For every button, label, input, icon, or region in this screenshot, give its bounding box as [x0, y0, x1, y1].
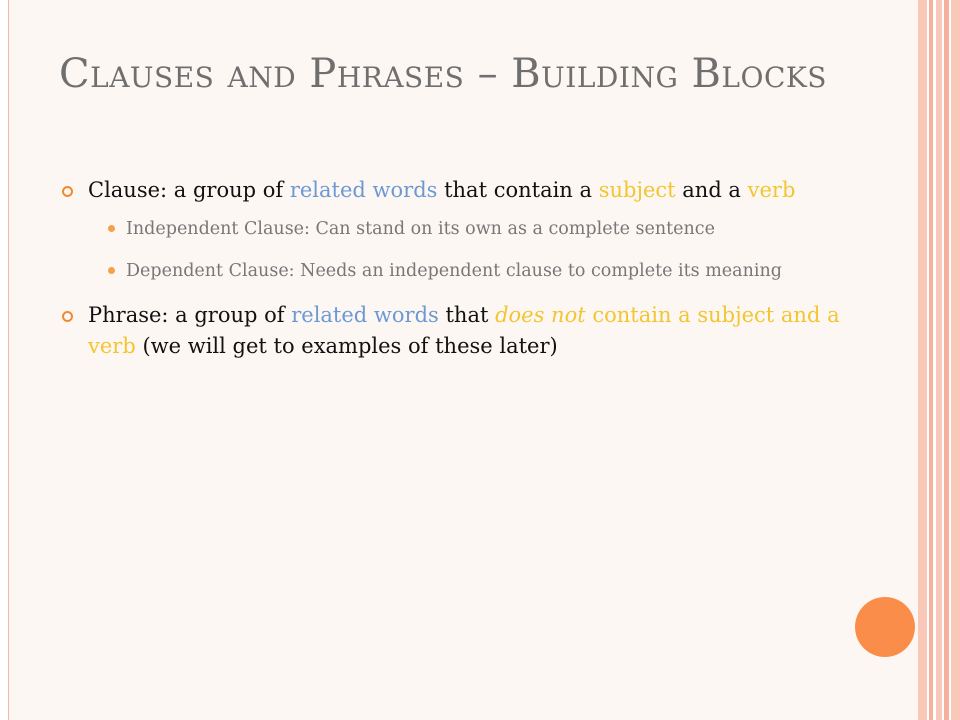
highlight-related-words: related words: [289, 178, 438, 202]
accent-circle: [855, 597, 915, 657]
decorative-stripe: [918, 0, 927, 720]
bullet-text-segment: (we will get to examples of these later): [135, 334, 558, 358]
bullet-dot-icon: [108, 267, 115, 274]
sub-bullet-text: Independent Clause: Can stand on its own as a complete sentence: [126, 219, 715, 239]
sub-bullet-independent-clause: [108, 216, 852, 242]
sub-bullet-dependent-clause: [108, 258, 852, 284]
highlight-verb: verb: [747, 178, 796, 202]
bullet-text-segment: Phrase: a group of: [88, 303, 292, 327]
sub-bullet-text: Dependent Clause: Needs an independent clause to complete its meaning: [126, 261, 782, 281]
bullet-dot-icon: [108, 225, 115, 232]
highlight-does-not: does not: [495, 303, 586, 327]
bullet-text-segment: that: [438, 303, 496, 327]
bullet-ring-icon: [62, 186, 73, 197]
highlight-subject-verb: contain a subject and a verb: [88, 303, 840, 358]
decorative-stripe: [951, 0, 960, 720]
bullet-text-segment: and a: [675, 178, 748, 202]
slide-content: [62, 175, 852, 372]
bullet-text-segment: that contain a: [437, 178, 599, 202]
highlight-related-words: related words: [291, 303, 439, 327]
highlight-subject: subject: [598, 178, 676, 202]
bullet-clause: [62, 175, 852, 206]
bullet-ring-icon: [62, 311, 73, 322]
bullet-text-segment: Clause: a group of: [88, 178, 290, 202]
slide-title: Clauses and Phrases – Building Blocks: [59, 51, 827, 97]
bullet-phrase: [62, 300, 852, 362]
